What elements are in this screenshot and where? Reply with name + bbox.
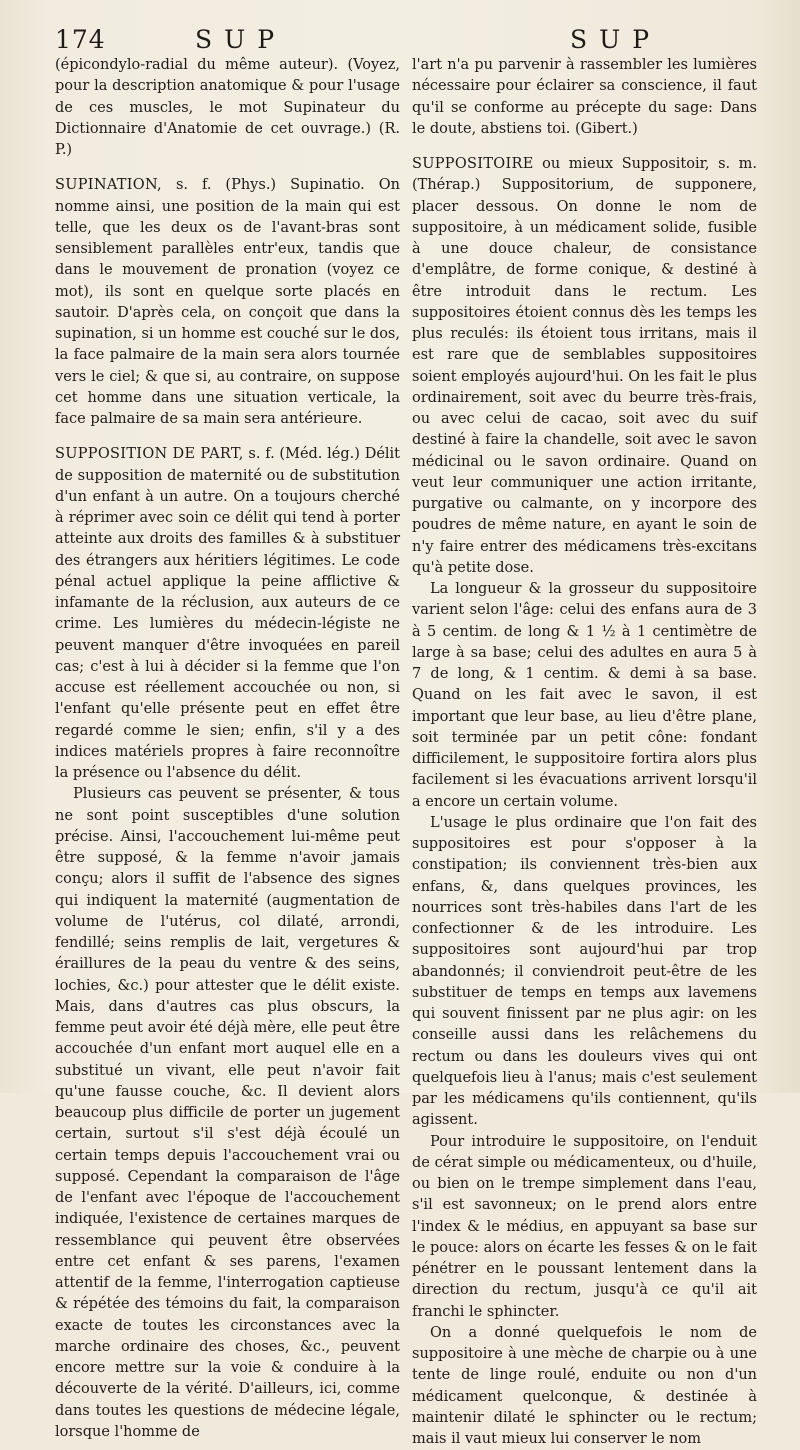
page-number: 174 bbox=[55, 25, 106, 54]
paragraph-continuation: l'art n'a pu parvenir à rassembler les lumières nécessaire pour éclairer sa conscience, il faut qu'il se conforme au précepte du sage: Dans le doute, abstiens toi. (Gibert.) bbox=[412, 57, 757, 137]
entry-headword: SUPINATION, bbox=[55, 177, 162, 194]
running-header bbox=[55, 22, 760, 58]
paragraph: L'usage le plus ordinaire que l'on fait des suppositoires est pour s'opposer à la constipation; ils conviennent très-bien aux enfans, &, dans quelques provinces, les nourrices sont très-habiles dans l'art de les confectionner & de les introduire. Les suppositoires sont aujourd'hui par trop abandonnés; il conviendroit peut-être de les substituer de temps en temps aux lavemens qui souvent finissent par ne plus agir: on les conseille aussi dans les relâchemens du rectum ou dans les douleurs vives qui ont quelquefois lieu à l'anus; mais c'est seulement par les médicamens qu'ils contiennent, qu'ils agissent. bbox=[412, 814, 757, 1129]
entry-supposition-de-part bbox=[55, 444, 400, 784]
entry-body: s. f. (Méd. lég.) Délit de supposition de maternité ou de substitution d'un enfant à un autre. On a toujours cherché à réprimer avec soin ce délit qui tend à porter atteinte aux droits des familles & à substituer des étrangers aux héritiers légitimes. Le code pénal actuel applique la peine afflictive & infamante de la réclusion, aux auteurs de ce crime. Les lumières du médecin-légiste ne peuvent manquer d'être invoquées en pareil cas; c'est à lui à décider si la femme que l'on accuse est réellement accouchée ou non, si l'enfant qu'elle présente peut en effet être regardé comme le sien; enfin, s'il y a des indices matériels propres à faire reconnoître la présence ou l'absence du délit. bbox=[55, 446, 401, 781]
entry-headword: SUPPOSITION DE PART, bbox=[55, 446, 244, 463]
entry-supination bbox=[55, 175, 400, 430]
entry-body: s. f. (Phys.) Supinatio. On nomme ainsi, une position de la main qui est telle, que les deux os de l'avant-bras sont sensiblement parallèles entr'eux, tandis que dans le mouvement de pronation (voyez ce mot), ils sont en quelque sorte placés en sautoir. D'après cela, on conçoit que dans la supination, si un homme est couché sur le dos, la face palmaire de la main sera alors tournée vers le ciel; & que si, au contraire, on suppose cet homme dans une situation verticale, la face palmaire de sa main sera antérieure. bbox=[55, 177, 400, 427]
paragraph: La longueur & la grosseur du suppositoire varient selon l'âge: celui des enfans aura de 3 à 5 centim. de long & 1 ½ à 1 centimètre de large à sa base; celui des adultes en aura 5 à 7 de long, & 1 centim. & demi à sa base. Quand on les fait avec le savon, il est important que leur base, au lieu d'être plane, soit terminée par un petit cône: fondant difficilement, le suppositoire fortira alors plus facilement si les évacuations arrivent lorsqu'il a encore un certain volume. bbox=[412, 581, 757, 810]
paragraph: Pour introduire le suppositoire, on l'enduit de cérat simple ou médicamenteux, ou d'huile, ou bien on le trempe simplement dans l'eau, s'il est savonneux; on le prend alors entre l'index & le médius, en appuyant sa base sur le pouce: alors on écarte les fesses & on le fait pénétrer en le poussant lentement dans la direction du rectum, jusqu'à ce qu'il ait franchi le sphincter. bbox=[412, 1133, 757, 1320]
entry-body: ou mieux Suppositoir, s. m. (Thérap.) Suppositorium, de supponere, placer dessous. On donne le nom de suppositoire, à un médicament solide, fusible à une douce chaleur, de consistance d'emplâtre, de forme conique, & destiné à être introduit dans le rectum. Les suppositoires étoient connus dès les temps les plus reculés: ils étoient tous irritans, mais il est rare que de semblables suppositoires soient employés aujourd'hui. On les fait le plus ordinairement, soit avec du beurre très-frais, ou avec celui de cacao, soit avec du suif destiné à faire la chandelle, soit avec le savon médicinal ou le savon ordinaire. Quand on veut leur communiquer une action irritante, purgative ou calmante, on y incorpore des poudres de même nature, en ayant le soin de n'y faire entrer des médicamens très-excitans qu'à petite dose. bbox=[412, 156, 757, 576]
right-running-head: SUP bbox=[570, 25, 662, 54]
left-column bbox=[55, 55, 400, 1443]
left-running-head: SUP bbox=[195, 25, 287, 54]
right-column bbox=[412, 55, 757, 1450]
paragraph: Plusieurs cas peuvent se présenter, & tous ne sont point susceptibles d'une solution précise. Ainsi, l'accouchement lui-même peut être supposé, & la femme n'avoir jamais conçu; alors il suffit de l'absence des signes qui indiquent la maternité (augmentation de volume de l'utérus, col dilaté, arrondi, fendillé; seins remplis de lait, vergetures & éraillures de la peau du ventre & des seins, lochies, &c.) pour attester que le délit existe. Mais, dans d'autres cas plus obscurs, la femme peut avoir été déjà mère, elle peut être accouchée d'un enfant mort auquel elle en a substitué un vivant, elle peut n'avoir fait qu'une fausse couche, &c. Il devient alors beaucoup plus difficile de porter un jugement certain, surtout s'il s'est déjà écoulé un certain temps depuis l'accouchement vrai ou supposé. Cependant la comparaison de l'âge de l'enfant avec l'époque de l'accouchement indiquée, l'existence de certaines marques de ressemblance qui peuvent être observées entre cet enfant & ses parens, l'examen attentif de la femme, l'interrogation captieuse & répétée des témoins du fait, la comparaison exacte de toutes les circonstances avec la marche ordinaire des choses, &c., peuvent encore mettre sur la voie & conduire à la découverte de la vérité. D'ailleurs, ici, comme dans toutes les questions de médecine légale, lorsque l'homme de bbox=[55, 786, 400, 1440]
paragraph-continuation: (épicondylo-radial du même auteur). (Voyez, pour la description anatomique & pour l'usage de ces muscles, le mot Supinateur du Dictionnaire d'Anatomie de cet ouvrage.) (R. P.) bbox=[55, 57, 400, 158]
entry-headword: SUPPOSITOIRE bbox=[412, 156, 534, 172]
paragraph: On a donné quelquefois le nom de suppositoire à une mèche de charpie ou à une tente de linge roulé, enduite ou non d'un médicament quelconque, & destinée à maintenir dilaté le sphincter ou le rectum; mais il vaut mieux lui conserver le nom bbox=[412, 1324, 757, 1447]
entry-suppositoire bbox=[412, 154, 757, 579]
